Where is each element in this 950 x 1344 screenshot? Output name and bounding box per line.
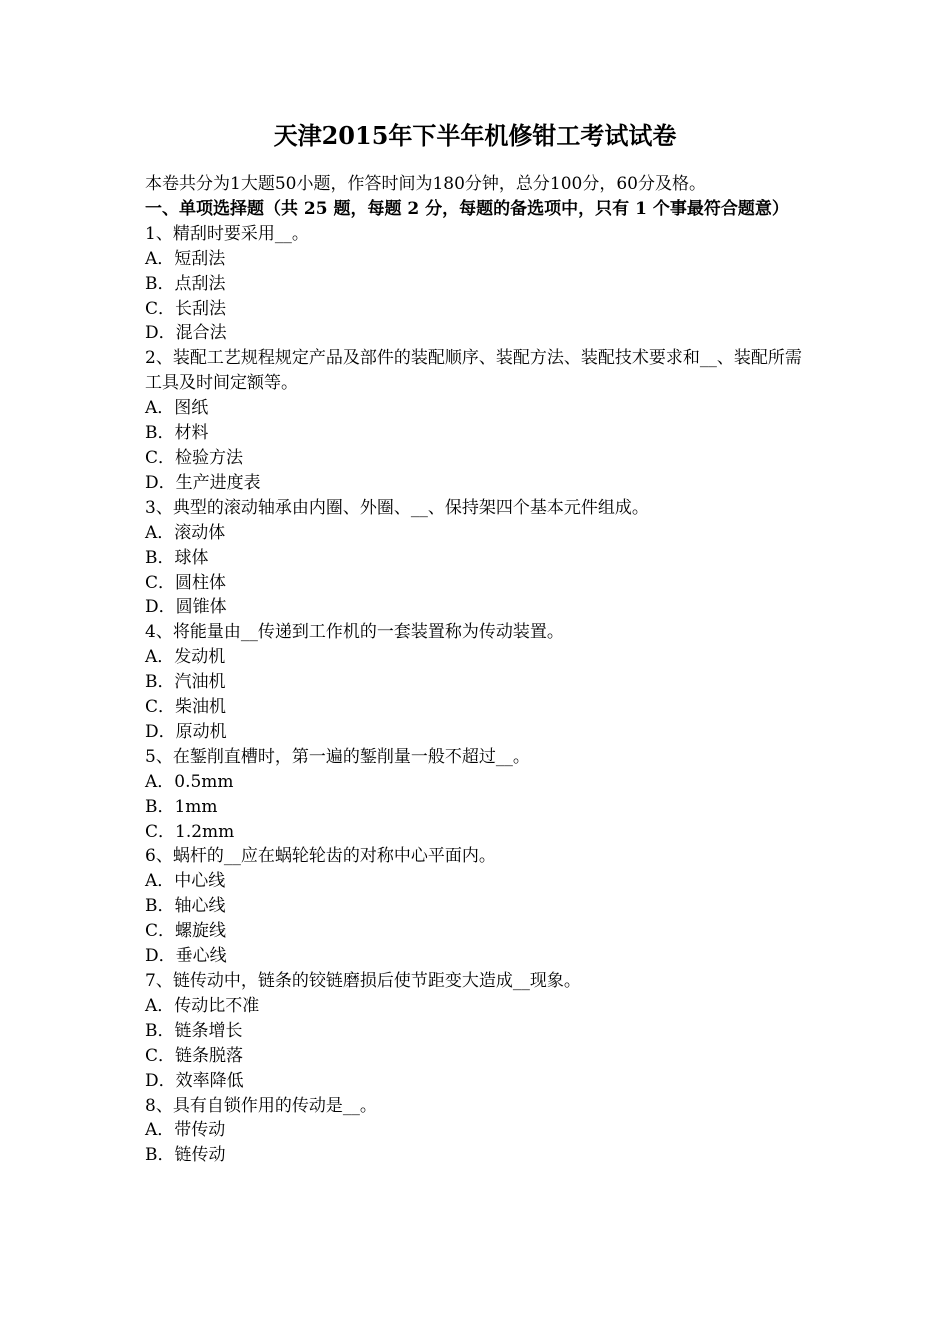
question-item [145, 1094, 817, 1169]
question-stem: 4、将能量由__传递到工作机的一套装置称为传动装置。 [145, 622, 564, 643]
answer-option: C．长刮法 [145, 298, 227, 319]
answer-option: C．圆柱体 [145, 572, 227, 593]
answer-option: B．链传动 [145, 1145, 226, 1166]
answer-option: C．1.2mm [145, 821, 235, 842]
answer-option: A．带传动 [145, 1120, 226, 1141]
answer-option: D．混合法 [145, 323, 227, 344]
question-list [145, 222, 817, 1168]
question-item [145, 969, 817, 1094]
answer-option: B．轴心线 [145, 896, 226, 917]
question-stem: 1、精刮时要采用__。 [145, 223, 309, 244]
answer-option: B．材料 [145, 423, 209, 444]
exam-intro: 本卷共分为1大题50小题，作答时间为180分钟，总分100分，60分及格。 [145, 174, 706, 194]
question-stem: 6、蜗杆的__应在蜗轮轮齿的对称中心平面内。 [145, 846, 496, 867]
answer-option: D．垂心线 [145, 946, 227, 967]
answer-option: A．传动比不准 [145, 995, 260, 1016]
answer-option: B．点刮法 [145, 273, 226, 294]
answer-option: D．圆锥体 [145, 597, 227, 618]
answer-option: A．0.5mm [145, 771, 234, 792]
question-item [145, 745, 817, 845]
answer-option: C．检验方法 [145, 447, 244, 468]
page-title: 天津2015年下半年机修钳工考试试卷 [273, 121, 677, 150]
question-stem: 5、在錾削直槽时，第一遍的錾削量一般不超过__。 [145, 746, 530, 767]
question-stem: 7、链传动中，链条的铰链磨损后使节距变大造成__现象。 [145, 971, 581, 991]
answer-option: B．球体 [145, 547, 209, 568]
question-item [145, 496, 817, 621]
answer-option: A．中心线 [145, 871, 226, 892]
answer-option: A．图纸 [145, 398, 209, 419]
answer-option: C．链条脱落 [145, 1045, 244, 1066]
answer-option: D．原动机 [145, 721, 227, 742]
answer-option: B．1mm [145, 796, 218, 817]
answer-option: D．生产进度表 [145, 472, 261, 493]
question-item [145, 222, 817, 347]
question-stem: 2、装配工艺规程规定产品及部件的装配顺序、装配方法、装配技术要求和__、装配所需工具及时间定额等。 [145, 348, 802, 394]
question-stem: 3、典型的滚动轴承由内圈、外圈、__、保持架四个基本元件组成。 [145, 497, 649, 518]
answer-option: A．发动机 [145, 647, 226, 668]
question-item [145, 620, 817, 745]
answer-option: B．汽油机 [145, 672, 226, 693]
section-heading: 一、单项选择题（共 25 题，每题 2 分，每题的备选项中，只有 1 个事最符合题意） [145, 198, 789, 219]
question-item [145, 346, 817, 495]
answer-option: D．效率降低 [145, 1070, 244, 1091]
answer-option: C．柴油机 [145, 697, 227, 718]
question-stem: 8、具有自锁作用的传动是__。 [145, 1095, 377, 1116]
answer-option: A．滚动体 [145, 522, 226, 543]
answer-option: C．螺旋线 [145, 921, 227, 942]
answer-option: A．短刮法 [145, 248, 226, 269]
document-body [145, 172, 817, 1168]
question-item [145, 844, 817, 969]
answer-option: B．链条增长 [145, 1020, 243, 1041]
